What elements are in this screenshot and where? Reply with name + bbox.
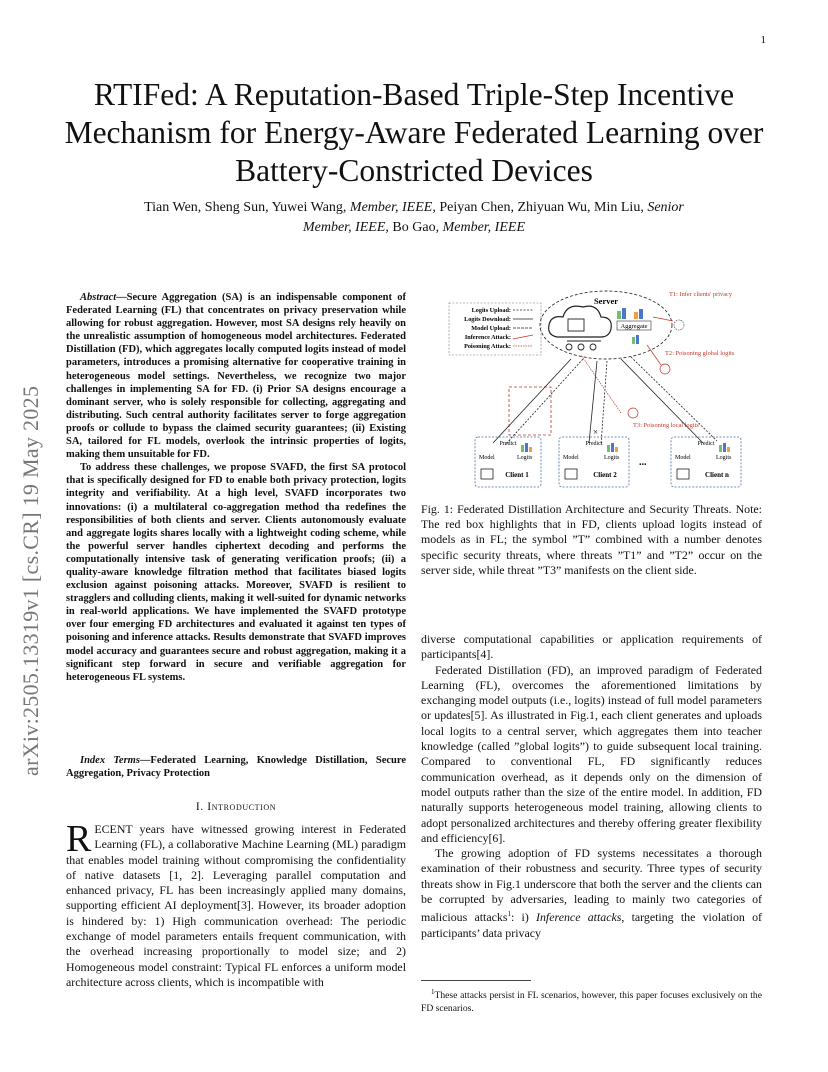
arxiv-sidebar <box>12 296 48 776</box>
footnote-ref: 1 <box>507 910 511 919</box>
red-highlight-box <box>509 387 551 435</box>
footnote <box>421 986 762 1015</box>
footnote-text: These attacks persist in FL scenarios, however, this paper focuses exclusively on the FD scenarios. <box>421 990 762 1014</box>
client-logits: Logits <box>716 455 732 461</box>
section-heading: I. Introduction <box>195 800 277 813</box>
intro-paragraph: years have witnessed growing interest in Federated Learning (FL), a collaborative Machine Learning (ML) paradigm that enables model training without compromising the confidentiality of native datasets [1, 2]. Leveraging parallel computation and enhanced privacy, FL has been increasingly applied many domains, supporting efficient AI deployment[3]. However, its broader adoption is hindered by: 1) High communication overhead: The periodic exchange of model parameters entails frequent communication, with the overhead increasing proportionally to model size; and 2) Homogeneous model constraint: Typical FL enforces a uniform model architecture across clients, which is incompatible with <box>66 822 406 989</box>
client-model: Model <box>563 455 579 461</box>
cloud-icon <box>549 306 612 337</box>
client-model: Model <box>479 455 495 461</box>
client-1 <box>475 437 541 487</box>
legend-logits-download: Logits Download: <box>464 316 511 323</box>
legend-logits-upload: Logits Upload: <box>471 307 511 314</box>
client-predict: Predict <box>585 441 603 447</box>
server-label: Server <box>593 296 619 306</box>
right-column-text <box>421 632 762 941</box>
legend-model-upload: Model Upload: <box>471 325 511 332</box>
author-list <box>60 198 768 238</box>
device-icon <box>481 469 493 479</box>
cross-icon: × <box>593 427 599 437</box>
intro-lead-word: ECENT <box>94 822 133 836</box>
figure-caption <box>421 502 762 578</box>
paragraph-continued: diverse computational capabilities or application requirements of participants[4]. <box>421 632 762 662</box>
author-names-1: Tian Wen, Sheng Sun, Yuwei Wang, <box>144 200 350 215</box>
page-number: 1 <box>760 34 766 46</box>
abstract-label: Abstract <box>80 292 117 303</box>
client-predict: Predict <box>499 441 517 447</box>
client-logits: Logits <box>604 455 620 461</box>
client-name: Client 2 <box>593 471 617 479</box>
flow-arrows <box>493 357 717 445</box>
caption-text: Federated Distillation Architecture and Security Threats. Note: The red box highlights that in FD, clients upload logits instead of models as in FL; the symbol ”T” combined with a number denotes specific security threats, where threats ”T1” and ”T2” occur on the server side, while threat ”T3” manifests on the client side. <box>421 502 762 577</box>
legend-inference-attack: Inference Attack: <box>464 334 511 341</box>
t3-label: T3: Poisoning local logits <box>633 422 699 429</box>
footnote-mark: 1 <box>431 988 435 996</box>
drop-cap: R <box>66 818 92 860</box>
client-name: Client n <box>705 471 729 479</box>
device-icon <box>677 469 689 479</box>
caption-label: Fig. 1: <box>421 502 454 516</box>
device-icon <box>565 469 577 479</box>
paragraph-threats: The growing adoption of FD systems necessitates a thorough examination of their robustness and security. Three types of security threats show in Fig.1 underscore that both the server and the clients can be corrupted by adversaries, leading to mainly two categories of malicious attacks$^1$: i) Inference attacks, targeting the violation of participants’ data privacy <box>421 846 763 940</box>
abstract <box>66 291 406 684</box>
clients-ellipsis: ... <box>639 457 647 468</box>
legend-poisoning-attack: Poisoning Attack: <box>464 343 511 350</box>
client-model: Model <box>675 455 691 461</box>
introduction-text <box>66 818 406 990</box>
t2-label: T2: Poisoning global logits <box>665 350 735 357</box>
server-node <box>540 291 672 359</box>
client-logits: Logits <box>517 455 533 461</box>
author-role-4: Member, IEEE <box>442 220 525 235</box>
abstract-paragraph-2: To address these challenges, we propose SVAFD, the first SA protocol that is specifically designed for FD to enable both privacy protection, logits integrity and verifiability. At a high level, SVAFD incorporates two innovations: (i) a multilateral co-aggregation method tha redefines the responsibilities of both clients and server. Clients autonomously evaluate and aggregate logits shares locally with a lightweight coding scheme, while the powerful server handles ciphertext decoding and performs the computationally intensive task of generating verification proofs; (ii) a quality-aware knowledge filtration method that facilitates biased logits exclusion against poisoning attacks. Moreover, SVAFD is resilient to stragglers and colluding clients, making it well-suited for dynamic networks in real-world applications. We have implemented the SVAFD prototype over four emerging FD architectures and evaluated it against ten types of poisoning and inference attacks. Results demonstrate that SVAFD improves model accuracy and guarantees secure and robust aggregation, making it a significant step forward in secure and verifiable aggregation for heterogeneous FL systems. <box>66 462 406 683</box>
author-names-3: , Bo Gao, <box>385 220 443 235</box>
paper-title: RTIFed: A Reputation-Based Triple-Step Incentive Mechanism for Energy-Aware Federated Learning over Battery-Constricted Devices <box>64 77 764 188</box>
virus-icon <box>660 364 670 374</box>
index-terms-text: —Federated Learning, Knowledge Distillation, Secure Aggregation, Privacy Protection <box>66 755 406 780</box>
author-role-3: Member, IEEE <box>302 220 386 235</box>
attacker-icon <box>674 320 684 330</box>
client-predict: Predict <box>697 441 715 447</box>
diagram-legend <box>449 303 541 355</box>
author-role-2: Senior <box>647 200 684 215</box>
t1-label: T1: Infer clients' privacy <box>669 291 733 298</box>
client-n <box>671 437 741 487</box>
abstract-paragraph-1: —Secure Aggregation (SA) is an indispensable component of Federated Learning (FL) that concentrates on privacy preservation while allowing for robust aggregation. However, most SA designs rely heavily on the unrealistic assumption of homogeneous model architectures. Federated Distillation (FD), which aggregates locally computed logits instead of model parameters, introduces a promising alternative for cooperative training in heterogeneous model settings. Nevertheless, we recognize two major challenges in implementing SA for FD. (i) Prior SA designs encourage a dominant server, who is solely responsible for collecting, aggregating and distributing. Such central authority facilitates server to forge aggregation proofs or collude to bypass the claimed security guarantees; (ii) Existing SA, tailored for FL models, overlook the intrinsic properties of logits, making them unsuitable for FD. <box>66 292 406 461</box>
paragraph-fd: Federated Distillation (FD), an improved paradigm of Federated Learning (FL), overcomes the aforementioned limitations by exchanging model outputs (i.e., logits) instead of full model parameters or updates[5]. As illustrated in Fig.1, each client generates and uploads local logits to a central server, which aggregates them into teacher knowledge (called ”global logits”) to guide subsequent local training. Compared to conventional FL, FD significantly reduces communication overhead, as it depends only on the dimension of model outputs rather than the size of the entire model. In addition, FD naturally supports heterogeneous model training, allowing clients to adopt personalized architectures and thereby offering greater flexibility and efficiency[6]. <box>421 662 762 845</box>
index-terms <box>66 754 406 780</box>
figure-1 <box>421 285 762 495</box>
author-names-2: , Peiyan Chen, Zhiyuan Wu, Min Liu, <box>432 200 648 215</box>
fd-architecture-diagram <box>421 285 762 495</box>
client-2 <box>559 437 629 487</box>
arxiv-id: arXiv:2505.13319v1 [cs.CR] 19 May 2025 <box>18 385 43 776</box>
footnote-rule <box>421 980 531 981</box>
author-role-1: Member, IEEE <box>349 200 433 215</box>
virus-icon <box>628 408 638 418</box>
index-terms-label: Index Terms <box>80 755 140 766</box>
client-name: Client 1 <box>505 471 529 479</box>
aggregate-label: Aggregate <box>620 323 648 330</box>
